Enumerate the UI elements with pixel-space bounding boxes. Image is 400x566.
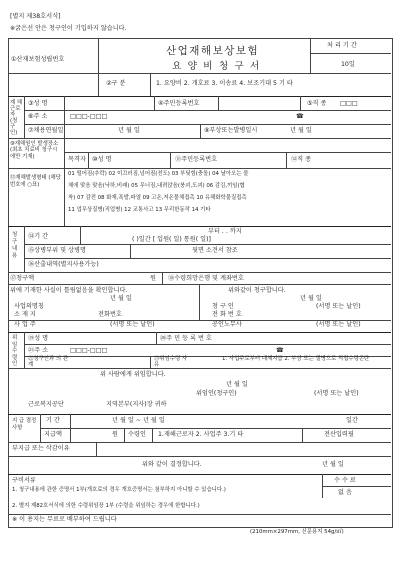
bank-label: ⑱수령희망은행 및 계좌번호	[168, 275, 244, 282]
office-value: 지역본부(지사)장 귀하	[106, 401, 167, 408]
witness-rrn-label: ⑪주민등록번호	[175, 156, 218, 163]
injury-type-label: ⑬재해발생형태 (해당번호에 ○표)	[10, 175, 61, 188]
decision-amount-label: 지급액	[44, 431, 62, 438]
proxy-addr-value[interactable]: □□□-□□□	[70, 347, 108, 354]
proxy-name-label: ⑲성 명	[28, 335, 49, 342]
injury-site-value: 뒷면 소견서 참조	[192, 247, 238, 254]
page-title: 요 양 비 청 구 서	[172, 61, 261, 72]
addr-value[interactable]: □□□-□□□	[70, 113, 108, 120]
job-value[interactable]: □□□	[340, 100, 358, 107]
delegate-date[interactable]: 년 월 일	[226, 381, 248, 388]
hire-label: ⑦채용연월일	[28, 127, 64, 134]
claim-text: 위와같이 청구합니다.	[228, 287, 286, 294]
reason-label: ㉓위임수령 사 유	[154, 356, 188, 368]
mgmt-no-label: ①산재보험성립번호	[11, 56, 65, 63]
claim-side-label: 청 구 내 용	[12, 232, 18, 259]
deduct-label: 부지급 또는 삭감이유	[12, 445, 70, 452]
sign-1[interactable]: (서명 또는 날인)	[316, 303, 361, 310]
delegator-sign[interactable]: (서명 또는 날인)	[314, 390, 359, 397]
accident-label: ⑧부상또는발병일시	[204, 127, 258, 134]
decision-period-label: 기 간	[46, 417, 60, 424]
employer-label: 사업의명칭	[14, 303, 44, 310]
decision-amount-unit: 원	[112, 431, 118, 438]
fee-value: 없 음	[338, 489, 352, 496]
form-number: [별지 제38호서식]	[10, 13, 61, 20]
period-label: 처 리 기 간	[327, 42, 357, 49]
form-frame	[8, 38, 393, 528]
period-value: 10일	[341, 61, 355, 68]
sign-3[interactable]: (서명 또는 날인)	[316, 321, 361, 328]
proxy-side-label: 위 임 수 령 인	[12, 335, 18, 367]
detail-label: ⑯산출내역(별지사용가능)	[28, 261, 99, 268]
office-label: 근로복지공단	[28, 401, 64, 408]
type-options[interactable]: 1. 요양비 2. 개호료 3. 이송료 4. 보조기대 5 기 타	[156, 80, 293, 87]
location-label: 소 재 지	[14, 311, 36, 318]
labor-label: 공인노무사	[212, 321, 242, 328]
injury-type-line-4[interactable]: 11 업무상질병(직업병) 12 교통사고 13 무리한동작 14 기타	[68, 207, 211, 213]
witness-label: 목격자	[68, 156, 86, 163]
decision-text: 위와 같이 결정합니다.	[142, 461, 202, 468]
owner-label: 사 업 주	[14, 321, 36, 328]
proxy-phone-icon: ☎	[276, 347, 284, 354]
decision-period-value[interactable]: 년 월 일 ~ 년 월 일	[112, 417, 165, 424]
code-label: 전산입력필	[324, 431, 354, 438]
injury-type-line-3[interactable]: 착) 07 감전 08 화재,폭발,파열 09 고온,저온물체접촉 10 유해화학물질접촉	[68, 195, 247, 201]
free-note: ※ 이 용지는 무료로 배부하여 드립니다	[12, 516, 117, 523]
rrn-label: ④주민등록번호	[158, 100, 200, 107]
decision-days: 일간	[346, 417, 358, 424]
addr-label: ⑥주 소	[28, 113, 48, 120]
doc-item-1: 1. 청구내용에 관한 증명서 1부(개호료의 경우 개호증명서는 첨부하지 아니할 수 있습니다.)	[12, 487, 226, 493]
injury-type-line-2[interactable]: 체에 맞음 맞음(낙하,비래) 05 무너짐,내려앉음(붕괴,도괴) 06 감김,끼임(협	[68, 183, 245, 189]
proxy-addr-label: ㉑주 소	[28, 347, 49, 354]
decision-date[interactable]: 년 월 일	[322, 461, 344, 468]
proxy-rrn-label: ⑳주 민 등 록 번 호	[160, 335, 212, 342]
injury-site-label: ⑮상병부위 및 상병명	[28, 247, 86, 254]
cause-label: ⑨재해원인 발생장소(최초 치료비 청구시에만 기재)	[10, 141, 59, 160]
confirm-date-1[interactable]: 년 월 일	[110, 295, 132, 302]
sign-2[interactable]: (서명 또는 날인)	[110, 321, 155, 328]
reason-options[interactable]: 1. 사업주로부터 대체지급 2. 부상 또는 질병으로 직접수령곤란	[222, 356, 370, 362]
job-label: ⑤직 종	[307, 100, 327, 107]
paper-spec: (210mm×297mm, 신문용지 54g/㎡)	[250, 529, 344, 535]
decision-side-label: 지 급 결정사항	[12, 418, 37, 431]
hire-value[interactable]: 년 월 일	[118, 127, 140, 134]
confirm-date-2[interactable]: 년 월 일	[300, 295, 322, 302]
form-note: ※굵은선 안은 청구인이 기입하지 않습니다.	[10, 25, 127, 32]
tel2-label: 전 화 번 호	[212, 311, 242, 318]
name-label: ③성 명	[28, 100, 48, 107]
recipient-label: 수령인	[128, 431, 146, 438]
claim-amount-label: ⑰청구액	[10, 275, 35, 282]
worker-side-label: 재 해 근로자 (청 구 인)	[10, 100, 23, 136]
recipient-options[interactable]: 1.재해근로자 2. 사업주 3.기 타	[158, 431, 244, 438]
docs-label: 구비서류	[12, 477, 36, 484]
claimant-label: 청 구 인	[212, 303, 234, 310]
tel1-label: 전화번호	[98, 311, 122, 318]
witness-name-label: ⑩성 명	[92, 156, 112, 163]
fee-label: 수 수 료	[334, 477, 356, 484]
witness-job-label: ⑫직 종	[291, 156, 312, 163]
phone-icon: ☎	[296, 113, 304, 120]
type-label: ②구 분	[106, 80, 126, 87]
claim-period-days[interactable]: ( )일간 [ 입원( 일) 통원( 일)]	[132, 236, 211, 243]
claim-period-value[interactable]: 부터 . . 까지	[208, 228, 242, 235]
confirm-text: 위에 기재한 사실이 틀림없음을 확인합니다.	[10, 287, 128, 294]
accident-value[interactable]: 년 월 일	[290, 127, 312, 134]
delegate-text: 위 사람에게 위임합니다.	[100, 371, 166, 378]
doc-item-2: 2. 별지 제82호서식에 의한 수령위임장 1부 (수령을 위임하는 경우에 한합니다.)	[12, 503, 200, 509]
claim-amount-unit: 원	[150, 275, 156, 282]
relation-label: ㉒청구인과 의 관계	[28, 356, 69, 368]
delegator-label: 위임인(청구인)	[196, 390, 237, 397]
title-line1: 산업재해보상보험	[166, 45, 260, 57]
injury-type-line-1[interactable]: 01 떨어짐(추락) 02 미끄러짐,넘어짐(전도) 03 부딪힘(충돌) 04 날아오는 물	[68, 171, 249, 177]
claim-period-label: ⑭기 간	[28, 233, 49, 240]
